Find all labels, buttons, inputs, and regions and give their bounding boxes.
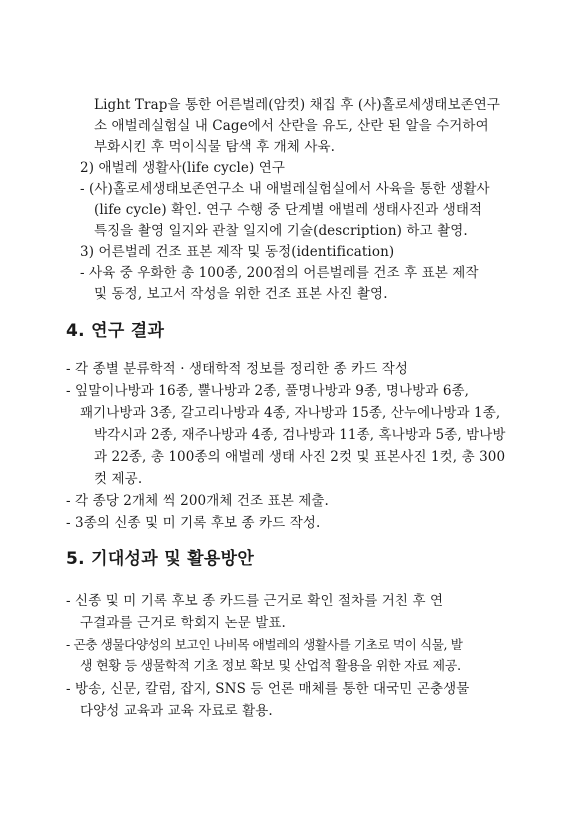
- text-line: 부화시킨 후 먹이식물 탐색 후 개체 사육.: [94, 139, 335, 155]
- list-item: - 신종 및 미 기록 후보 종 카드를 근거로 확인 절차를 거친 후 연: [66, 593, 444, 609]
- text-line: 과 22종, 총 100종의 애벌레 생태 사진 2컷 및 표본사진 1컷, 총 300: [94, 449, 506, 465]
- subsection-title-life-cycle: 2) 애벌레 생활사(life cycle) 연구: [80, 160, 286, 176]
- text-line: - 사육 중 우화한 총 100종, 200점의 어른벌레를 건조 후 표본 제작: [80, 265, 479, 281]
- subsection-title-specimen: 3) 어른벌레 건조 표본 제작 및 동정(identification): [80, 244, 395, 260]
- text-line: 및 동정, 보고서 작성을 위한 건조 표본 사진 촬영.: [94, 286, 388, 302]
- list-item: - 3종의 신종 및 미 기록 후보 종 카드 작성.: [66, 515, 321, 531]
- text-line: 구결과를 근거로 학회지 논문 발표.: [80, 615, 286, 631]
- list-item: - 각 종당 2개체 씩 200개체 건조 표본 제출.: [66, 493, 329, 509]
- list-item: - 각 종별 분류학적 · 생태학적 정보를 정리한 종 카드 작성: [66, 361, 409, 377]
- text-line: 박각시과 2종, 재주나방과 4종, 검나방과 11종, 혹나방과 5종, 밤나방: [94, 427, 506, 443]
- section-heading-expected-outcomes: 5. 기대성과 및 활용방안: [66, 549, 255, 569]
- text-line: 소 애벌레실험실 내 Cage에서 산란을 유도, 산란 된 알을 수거하여: [94, 118, 489, 134]
- list-item: - 방송, 신문, 칼럼, 잡지, SNS 등 언론 매체를 통한 대국민 곤충생물: [66, 681, 470, 697]
- text-line: 생 현황 등 생물학적 기초 정보 확보 및 산업적 활용을 위한 자료 제공.: [80, 659, 461, 674]
- text-line: 다양성 교육과 교육 자료로 활용.: [80, 703, 273, 719]
- text-line: 특징을 촬영 일지와 관찰 일지에 기술(description) 하고 촬영.: [94, 223, 468, 239]
- text-line: Light Trap을 통한 어른벌레(암컷) 채집 후 (사)홀로세생태보존연구: [94, 97, 501, 113]
- text-line: 컷 제공.: [94, 471, 143, 487]
- text-line: (life cycle) 확인. 연구 수행 중 단계별 애벌레 생태사진과 생태적: [94, 202, 483, 218]
- section-heading-results: 4. 연구 결과: [66, 321, 165, 341]
- text-line: - (사)홀로세생태보존연구소 내 애벌레실험실에서 사육을 통한 생활사: [80, 181, 490, 197]
- list-item: - 곤충 생물다양성의 보고인 나비목 애벌레의 생활사를 기초로 먹이 식물, 발: [66, 637, 463, 652]
- list-item: - 잎말이나방과 16종, 뿔나방과 2종, 풀명나방과 9종, 명나방과 6종,: [66, 383, 470, 399]
- text-line: 꽤기나방과 3종, 갈고리나방과 4종, 자나방과 15종, 산누에나방과 1종,: [80, 405, 501, 421]
